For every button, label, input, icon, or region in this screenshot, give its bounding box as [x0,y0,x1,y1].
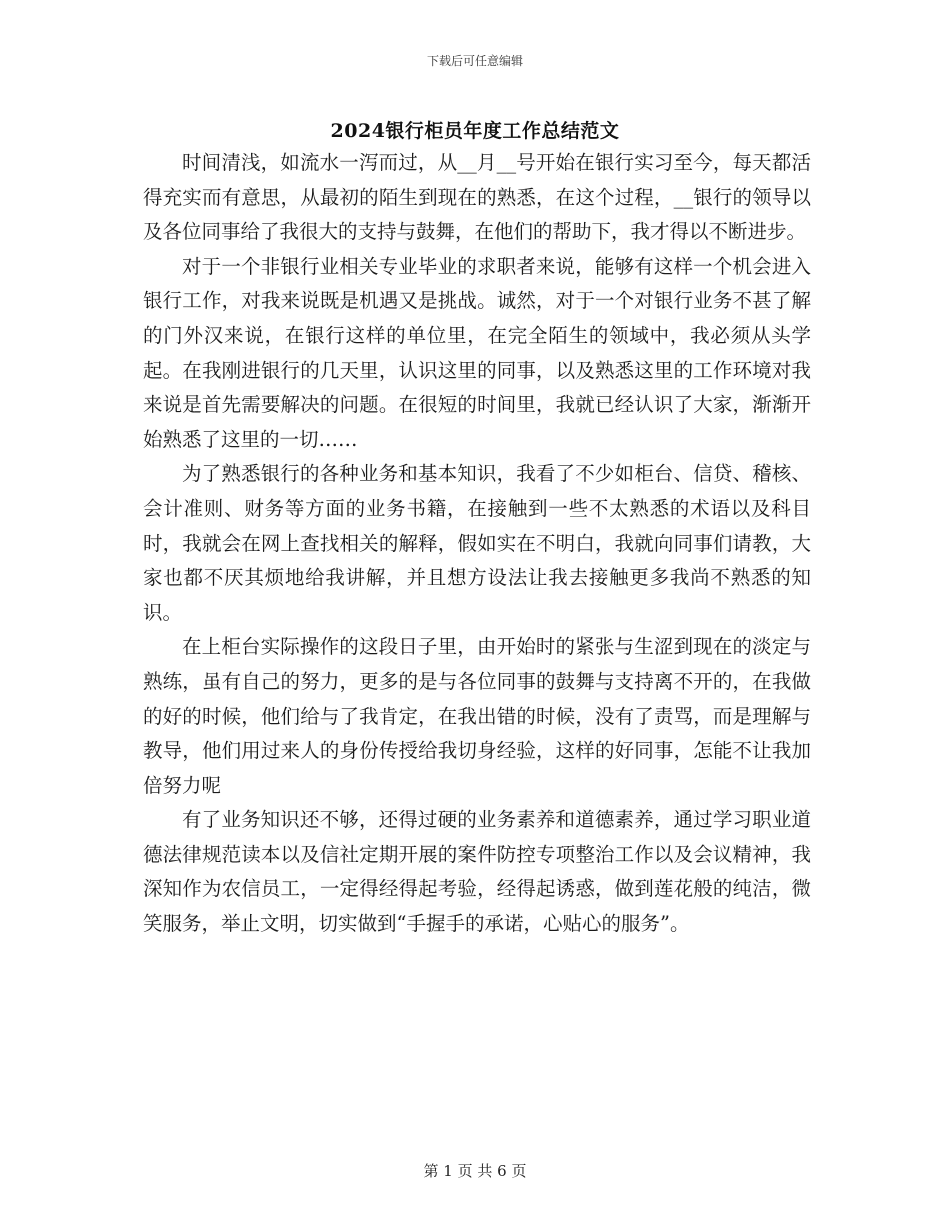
header-note: 下载后可任意编辑 [426,54,523,68]
document-title: 2024银行柜员年度工作总结范文 [330,120,620,142]
document-body [143,146,811,942]
page-number-footer: 第 1 页 共 6 页 [423,1162,527,1180]
paragraph-2: 对于一个非银行业相关专业毕业的求职者来说，能够有这样一个机会进入银行工作，对我来说既是机遇又是挑战。诚然，对于一个对银行业务不甚了解的门外汉来说，在银行这样的单位里，在完全陌生的领域中，我必须从头学起。在我刚进银行的几天里，认识这里的同事，以及熟悉这里的工作环境对我来说是首先需要解决的问题。在很短的时间里，我就已经认识了大家，渐渐开始熟悉了这里的一切…… [143,254,811,451]
paragraph-3: 为了熟悉银行的各种业务和基本知识，我看了不少如柜台、信贷、稽核、会计准则、财务等方面的业务书籍，在接触到一些不太熟悉的术语以及科目时，我就会在网上查找相关的解释，假如实在不明白，我就向同事们请教，大家也都不厌其烦地给我讲解，并且想方设法让我去接触更多我尚不熟悉的知识。 [143,462,811,624]
paragraph-5: 有了业务知识还不够，还得过硬的业务素养和道德素养，通过学习职业道德法律规范读本以及信社定期开展的案件防控专项整治工作以及会议精神，我深知作为农信员工，一定得经得起考验，经得起诱惑，做到莲花般的纯洁，微笑服务，举止文明，切实做到“手握手的承诺，心贴心的服务”。 [143,808,811,936]
paragraph-4: 在上柜台实际操作的这段日子里，由开始时的紧张与生涩到现在的淡定与熟练，虽有自己的努力，更多的是与各位同事的鼓舞与支持离不开的，在我做的好的时候，他们给与了我肯定，在我出错的时候，没有了责骂，而是理解与教导，他们用过来人的身份传授给我切身经验，这样的好同事，怎能不让我加倍努力呢 [143,635,811,797]
paragraph-1: 时间清浅，如流水一泻而过，从__月__号开始在银行实习至今，每天都活得充实而有意思，从最初的陌生到现在的熟悉，在这个过程，__银行的领导以及各位同事给了我很大的支持与鼓舞，在他们的帮助下，我才得以不断进步。 [143,151,811,244]
